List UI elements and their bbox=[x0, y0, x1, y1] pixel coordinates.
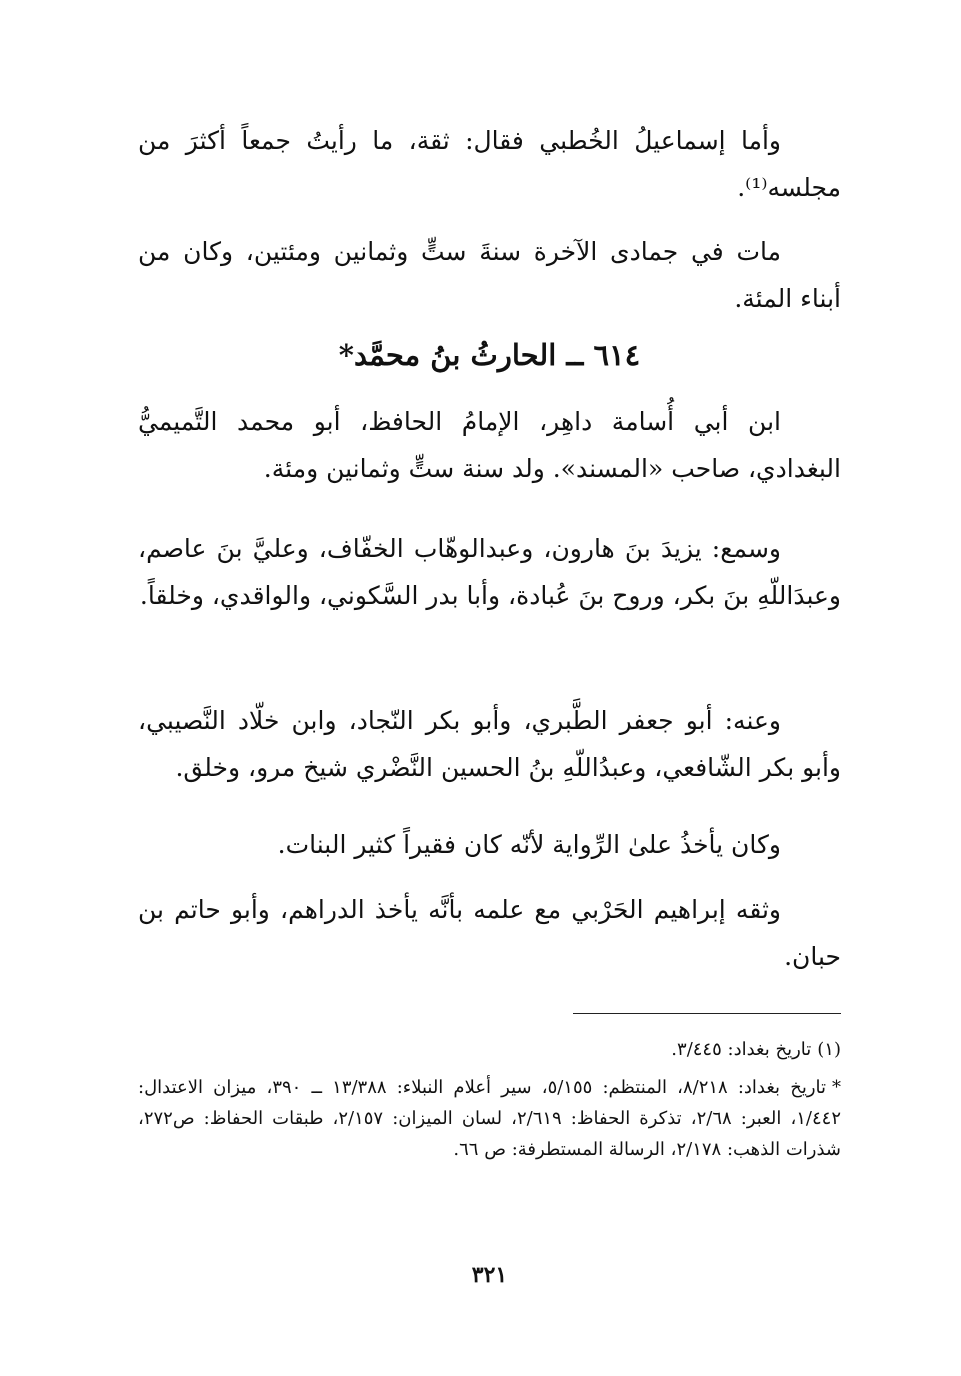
paragraph-trustworthiness: وثقه إبراهيم الحَرْبي مع علمه بأنَّه يأخذ الدراهم، وأبو حاتم بن حبان. bbox=[138, 895, 841, 971]
footnote-separator bbox=[573, 1013, 841, 1014]
paragraph-narration-fee: وكان يأخذُ علىٰ الرِّواية لأنّه كان فقيراً كثير البنات. bbox=[277, 830, 781, 859]
paragraph-khutabi: وأما إسماعيلُ الخُطبي فقال: ثقة، ما رأيتُ جمعاً أكثرَ من مجلسه⁽¹⁾. bbox=[138, 126, 841, 202]
biography-heading: ٦١٤ ــ الحارثُ بنُ محمَّد* bbox=[338, 338, 641, 372]
book-page bbox=[138, 0, 841, 1376]
footnote-1 bbox=[138, 1034, 841, 1065]
footnote-sources bbox=[138, 1072, 841, 1165]
page-number: ٣٢١ bbox=[471, 1262, 508, 1288]
paragraph-students: وعنه: أبو جعفر الطَّبري، وأبو بكر النّجاد، وابن خلّاد النَّصيبي، وأبو بكر الشّافعي، وعبدُاللّهِ بنُ الحسين النَّضْري شيخ مرو، وخلق. bbox=[138, 706, 841, 782]
paragraph-lineage: ابن أبي أُسامة داهِر، الإمامُ الحافظ، أبو محمد التَّميميُّ البغدادي، صاحب «المسند». ولد سنة ستٍّ وثمانين ومئة. bbox=[138, 407, 841, 483]
footnote-sources-marker: * bbox=[832, 1077, 842, 1098]
footnote-1-marker: (١) bbox=[817, 1039, 841, 1060]
paragraph-teachers: وسمع: يزيدَ بنَ هارون، وعبدالوهّاب الخفّاف، وعليَّ بنَ عاصم، وعبدَاللّهِ بنَ بكر، وروح بنَ عُبادة، وأبا بدر السَّكوني، والواقدي، وخلقاً. bbox=[138, 534, 841, 610]
footnote-sources-text: تاريخ بغداد: ٨/٢١٨، المنتظم: ٥/١٥٥، سير أعلام النبلاء: ١٣/٣٨٨ ــ ٣٩٠، ميزان الاعتدال: ١/٤٤٢، العبر: ٢/٦٨، تذكرة الحفاظ: ٢/٦١٩، لسان الميزان: ٢/١٥٧، طبقات الحفاظ: ص٢٧٢، شذرات الذهب: ٢/١٧٨، الرسالة المستطرفة: ص ٦٦. bbox=[138, 1077, 841, 1160]
footnote-1-text: تاريخ بغداد: ٣/٤٤٥. bbox=[671, 1039, 812, 1060]
paragraph-death: مات في جمادى الآخرة سنةَ ستٍّ وثمانين ومئتين، وكان من أبناء المئة. bbox=[138, 237, 841, 313]
